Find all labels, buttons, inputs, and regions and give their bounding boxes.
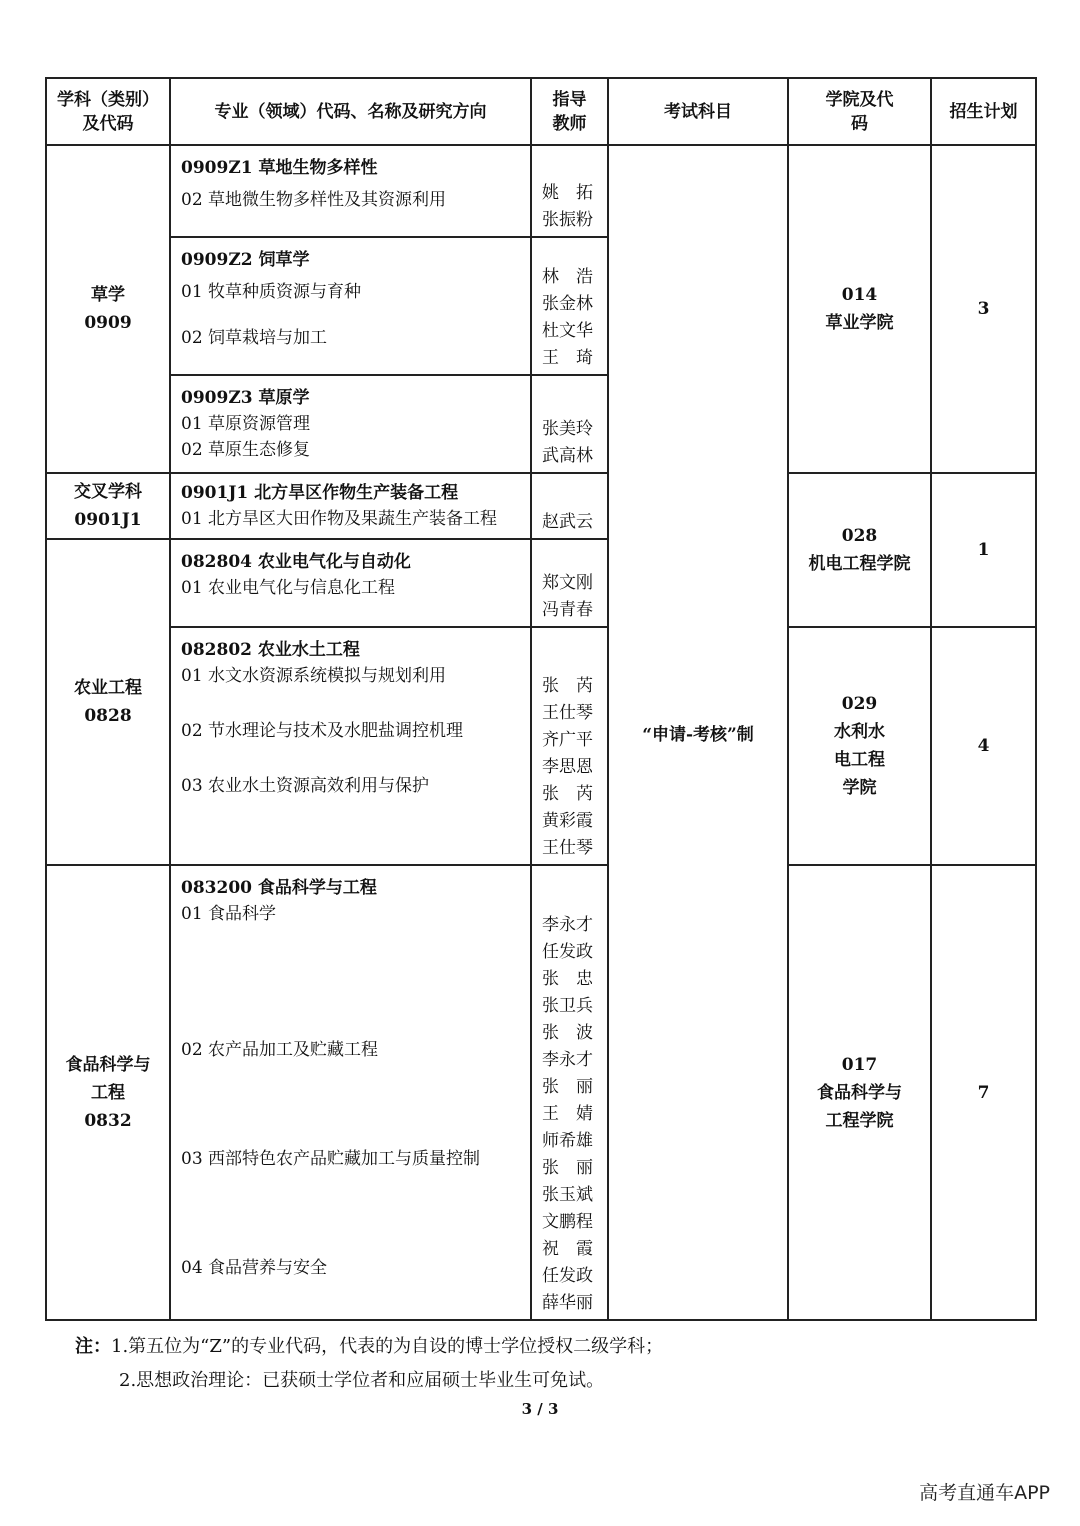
- major-cell: [170, 237, 531, 375]
- teacher-cell: [531, 473, 608, 539]
- watermark: 高考直通车APP: [919, 1482, 1050, 1504]
- teacher-name: 杜文华: [542, 321, 593, 341]
- header-major: 专业（领域）代码、名称及研究方向: [170, 78, 531, 145]
- discipline-code: 0901J1: [74, 510, 142, 530]
- discipline-cell: [46, 473, 170, 539]
- teacher-name: 林 浩: [542, 267, 593, 287]
- teacher-name: 王仕琴: [542, 703, 593, 723]
- plan-count: 1: [977, 540, 990, 560]
- teacher-name: 张 芮: [542, 784, 593, 804]
- teacher-name: 武高林: [542, 446, 593, 466]
- teacher-name: 齐广平: [542, 730, 593, 750]
- direction: 01 食品科学: [181, 904, 277, 924]
- plan-cell: [931, 865, 1036, 1320]
- teacher-name: 张 忠: [542, 969, 593, 989]
- direction: 01 农业电气化与信息化工程: [181, 578, 396, 598]
- teacher-name: 张 丽: [542, 1077, 593, 1097]
- teacher-name: 赵武云: [542, 512, 593, 532]
- teacher-name: 张 丽: [542, 1158, 593, 1178]
- direction: 02 草原生态修复: [181, 440, 311, 460]
- teacher-name: 祝 霞: [542, 1239, 593, 1259]
- college-code: 014: [841, 285, 878, 305]
- discipline-name: 食品科学与工程: [65, 1054, 151, 1103]
- notes: [75, 1330, 663, 1398]
- discipline-code: 0828: [84, 706, 132, 726]
- plan-cell: [931, 145, 1036, 473]
- major-title: 083200 食品科学与工程: [181, 878, 377, 898]
- teacher-name: 王仕琴: [542, 838, 593, 858]
- major-cell: [170, 473, 531, 539]
- direction: 01 牧草种质资源与育种: [181, 282, 362, 302]
- notes-label: 注：: [75, 1336, 111, 1357]
- teacher-name: 姚 拓: [542, 183, 593, 203]
- teacher-name: 任发政: [542, 942, 593, 962]
- teacher-name: 张美玲: [542, 419, 593, 439]
- teacher-name: 文鹏程: [542, 1212, 593, 1232]
- teacher-name: 冯青春: [542, 600, 593, 620]
- plan-cell: [931, 473, 1036, 627]
- college-cell: [788, 473, 931, 627]
- teacher-name: 李思恩: [542, 757, 593, 777]
- teacher-cell: [531, 375, 608, 473]
- direction: 04 食品营养与安全: [181, 1258, 328, 1278]
- header-exam: 考试科目: [608, 78, 788, 145]
- teacher-cell: [531, 145, 608, 237]
- major-cell: [170, 375, 531, 473]
- plan-count: 7: [977, 1082, 990, 1103]
- table-row: [46, 627, 1036, 865]
- enrollment-table: [45, 77, 1037, 1321]
- major-title: 082802 农业水土工程: [181, 640, 360, 660]
- teacher-name: 任发政: [542, 1266, 593, 1286]
- college-cell: [788, 145, 931, 473]
- college-name: 草业学院: [825, 313, 894, 333]
- college-cell: [788, 865, 931, 1320]
- college-code: 029: [841, 694, 878, 714]
- discipline-name: 交叉学科: [74, 482, 142, 502]
- college-code: 028: [841, 526, 878, 546]
- teacher-cell: [531, 237, 608, 375]
- direction: 02 饲草栽培与加工: [181, 328, 328, 348]
- table-row: [46, 145, 1036, 237]
- discipline-code: 0832: [84, 1110, 132, 1131]
- teacher-cell: [531, 865, 608, 1320]
- college-name: 水利水电工程学院: [834, 722, 885, 798]
- teacher-name: 薛华丽: [542, 1293, 593, 1313]
- teacher-name: 张 芮: [542, 676, 593, 696]
- major-title: 0909Z1 草地生物多样性: [181, 158, 378, 178]
- direction: 01 北方旱区大田作物及果蔬生产装备工程: [181, 509, 498, 529]
- teacher-name: 郑文刚: [542, 573, 593, 593]
- header-discipline: 学科（类别）及代码: [46, 78, 170, 145]
- major-title: 0909Z3 草原学: [181, 388, 310, 408]
- college-cell: [788, 627, 931, 865]
- page-number: 3 / 3: [521, 1400, 559, 1418]
- teacher-name: 黄彩霞: [542, 811, 593, 831]
- major-title: 0909Z2 饲草学: [181, 250, 310, 270]
- direction: 03 西部特色农产品贮藏加工与质量控制: [181, 1149, 481, 1169]
- plan-count: 4: [977, 736, 990, 756]
- direction: 02 农产品加工及贮藏工程: [181, 1040, 379, 1060]
- note-line-1: 1.第五位为“Z”的专业代码，代表的为自设的博士学位授权二级学科；: [111, 1336, 664, 1357]
- major-title: 082804 农业电气化与自动化: [181, 552, 411, 572]
- teacher-name: 师希雄: [542, 1131, 593, 1151]
- teacher-name: 张 波: [542, 1023, 593, 1043]
- discipline-name: 农业工程: [74, 678, 142, 698]
- discipline-name: 草学: [91, 285, 125, 305]
- discipline-cell: [46, 145, 170, 473]
- discipline-cell: [46, 539, 170, 865]
- teacher-name: 张玉斌: [542, 1185, 593, 1205]
- table-row: [46, 865, 1036, 1320]
- direction: 01 草原资源管理: [181, 414, 311, 434]
- note-line-2: 2.思想政治理论：已获硕士学位者和应届硕士毕业生可免试。: [119, 1370, 605, 1391]
- plan-count: 3: [977, 299, 990, 319]
- college-code: 017: [841, 1054, 878, 1075]
- direction: 02 草地微生物多样性及其资源利用: [181, 190, 447, 210]
- teacher-name: 李永才: [542, 915, 593, 935]
- direction: 03 农业水土资源高效利用与保护: [181, 776, 430, 796]
- table-row: [46, 473, 1036, 539]
- header-teacher: 指导教师: [531, 78, 608, 145]
- major-cell: [170, 539, 531, 627]
- discipline-cell: [46, 865, 170, 1320]
- exam-method-cell: [608, 145, 788, 1320]
- college-name: 机电工程学院: [808, 554, 911, 574]
- exam-method: “申请-考核”制: [642, 725, 754, 745]
- college-name: 食品科学与工程学院: [817, 1082, 902, 1131]
- teacher-name: 李永才: [542, 1050, 593, 1070]
- table-header-row: [46, 78, 1036, 145]
- teacher-name: 张卫兵: [542, 996, 593, 1016]
- teacher-name: 王 婧: [542, 1104, 593, 1124]
- header-plan: 招生计划: [931, 78, 1036, 145]
- direction: 02 节水理论与技术及水肥盐调控机理: [181, 721, 464, 741]
- teacher-name: 王 琦: [542, 348, 593, 368]
- teacher-name: 张振粉: [542, 210, 593, 230]
- teacher-cell: [531, 539, 608, 627]
- header-college: 学院及代码: [788, 78, 931, 145]
- teacher-name: 张金林: [542, 294, 593, 314]
- teacher-cell: [531, 627, 608, 865]
- major-cell: [170, 627, 531, 865]
- plan-cell: [931, 627, 1036, 865]
- direction: 01 水文水资源系统模拟与规划利用: [181, 666, 447, 686]
- discipline-code: 0909: [84, 313, 132, 333]
- major-cell: [170, 865, 531, 1320]
- major-title: 0901J1 北方旱区作物生产装备工程: [181, 483, 459, 503]
- major-cell: [170, 145, 531, 237]
